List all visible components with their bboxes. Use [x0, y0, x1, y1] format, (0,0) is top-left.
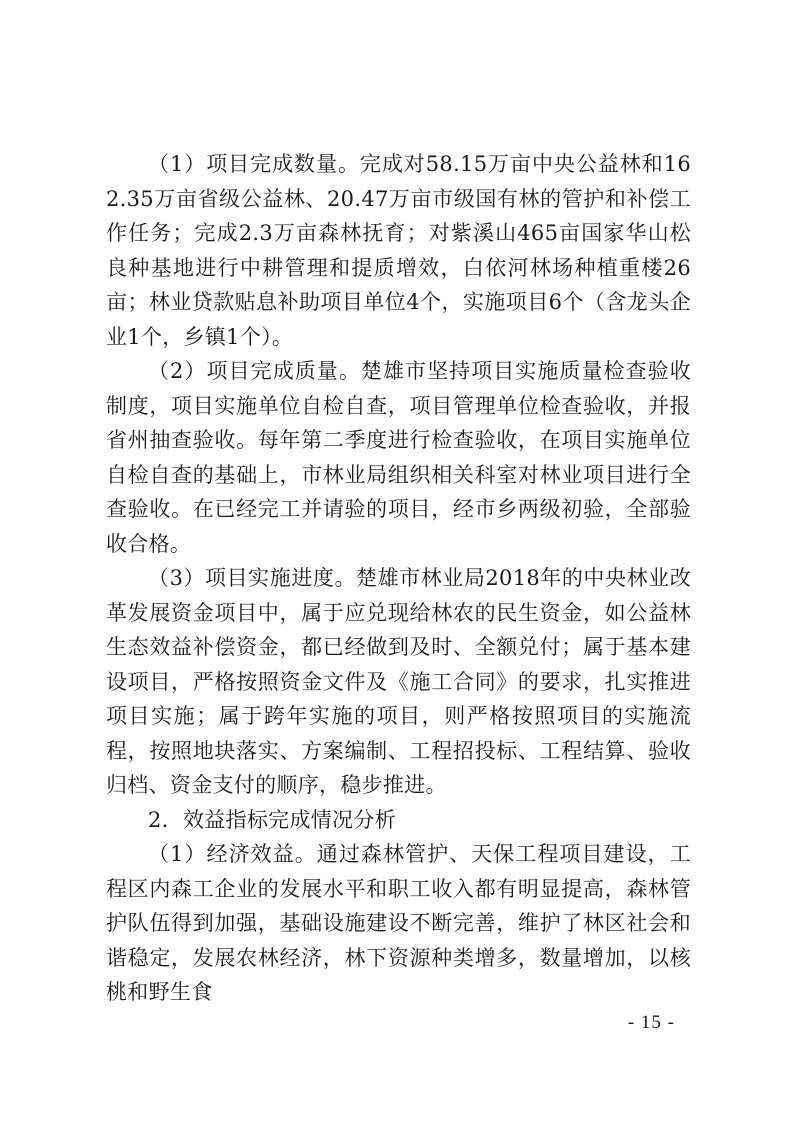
- paragraph-project-quality: （2）项目完成质量。楚雄市坚持项目实施质量检查验收制度，项目实施单位自检自查，项目管理单位检查验收，并报省州抽查验收。每年第二季度进行检查验收，在项目实施单位自检自查的基础上，市林业局组织相关科室对林业项目进行全查验收。在已经完工并请验的项目，经市乡两级初验，全部验收合格。: [106, 359, 691, 556]
- section-heading-benefit-indicators: 2．效益指标完成情况分析: [148, 807, 396, 832]
- paragraph-project-quantity: （1）项目完成数量。完成对58.15万亩中央公益林和162.35万亩省级公益林、20.47万亩市级国有林的管护和补偿工作任务；完成2.3万亩森林抚育；对紫溪山465亩国家华山松良种基地进行中耕管理和提质增效，白依河林场种植重楼26亩；林业贷款贴息补助项目单位4个，实施项目6个（含龙头企业1个，乡镇1个）。: [106, 152, 691, 349]
- document-body: [106, 147, 691, 1010]
- paragraph-project-progress: （3）项目实施进度。楚雄市林业局2018年的中央林业改革发展资金项目中，属于应兑现给林农的民生资金，如公益林生态效益补偿资金，都已经做到及时、全额兑付；属于基本建设项目，严格按照资金文件及《施工合同》的要求，扎实推进项目实施；属于跨年实施的项目，则严格按照项目的实施流程，按照地块落实、方案编制、工程招投标、工程结算、验收归档、资金支付的顺序，稳步推进。: [106, 566, 691, 797]
- paragraph-economic-benefit: （1）经济效益。通过森林管护、天保工程项目建设，工程区内森工企业的发展水平和职工收入都有明显提高，森林管护队伍得到加强，基础设施建设不断完善，维护了林区社会和谐稳定，发展农林经济，林下资源种类增多，数量增加，以核桃和野生食: [106, 842, 691, 1004]
- page-number: - 15 -: [627, 1012, 675, 1033]
